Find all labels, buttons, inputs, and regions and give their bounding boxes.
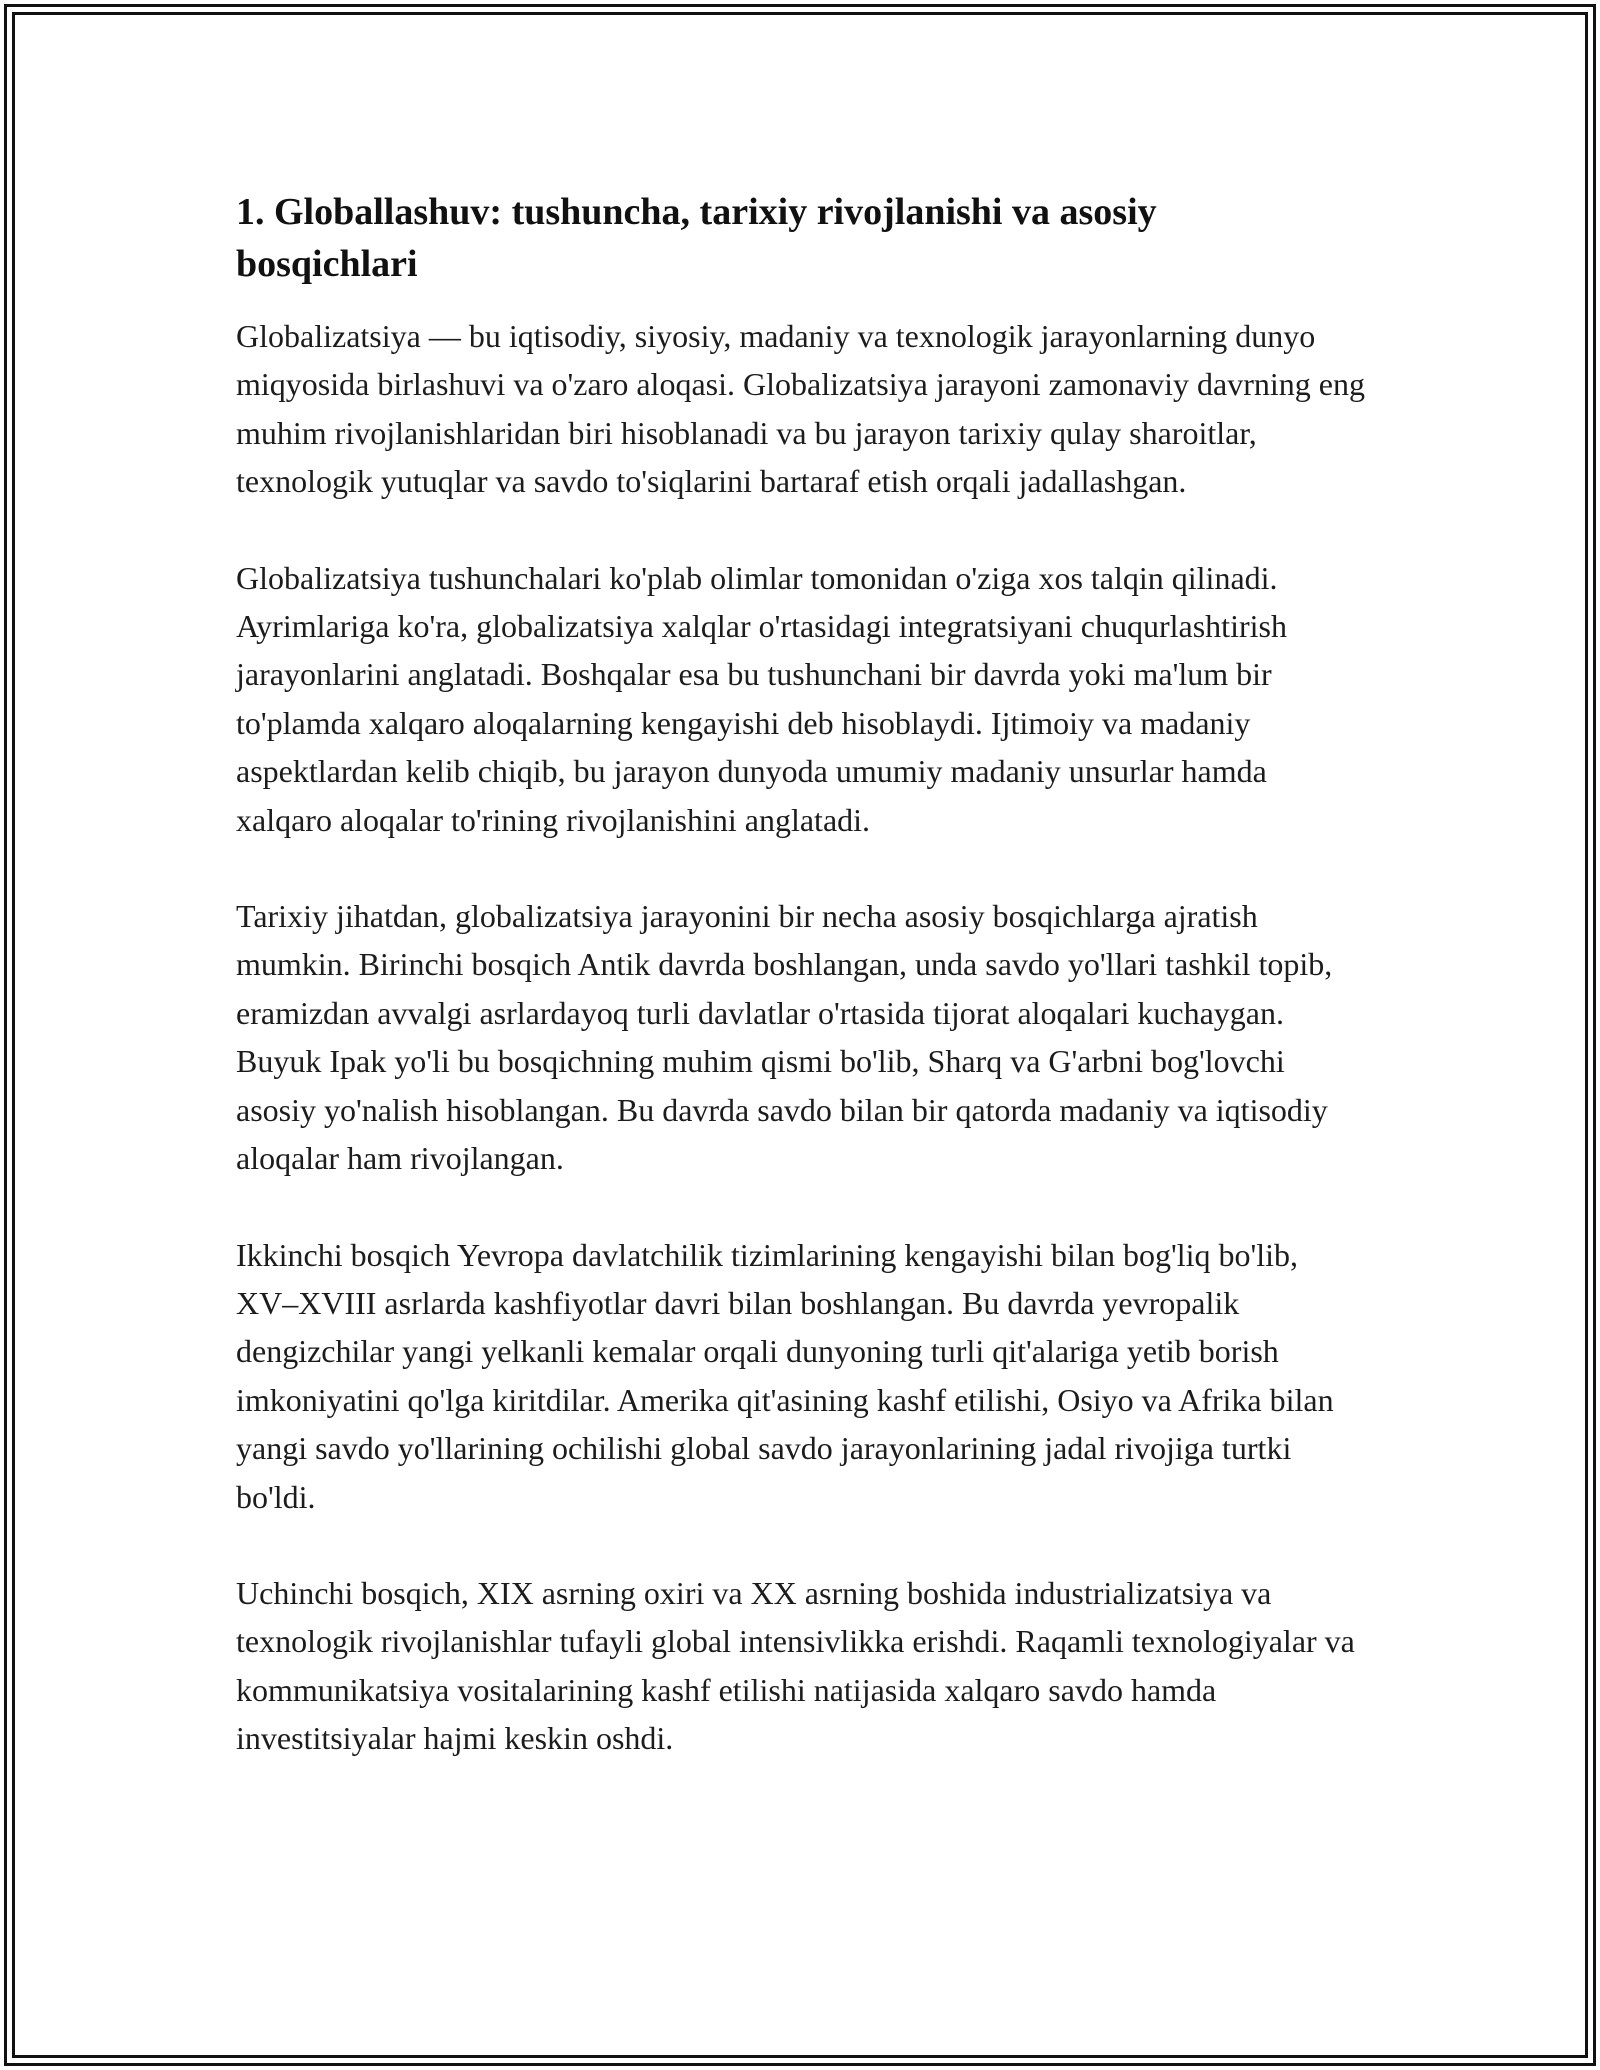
paragraph-second-stage: Ikkinchi bosqich Yevropa davlatchilik tizimlarining kengayishi bilan bog'liq bo'lib, XV–XVIII asrlarda kashfiyotlar davri bilan boshlangan. Bu davrda yevropalik dengizchilar yangi yelkanli kemalar orqali dunyoning turli qit'alariga yetib borish imkoniyatini qo'lga kiritdilar. Amerika qit'asining kashf etilishi, Osiyo va Afrika bilan yangi savdo yo'llarining ochilishi global savdo jarayonlarining jadal rivojiga turtki bo'ldi. <box>236 1236 1334 1515</box>
paragraph-third-stage: Uchinchi bosqich, XIX asrning oxiri va XX asrning boshida industrializatsiya va texnologik rivojlanishlar tufayli global intensivlikka erishdi. Raqamli texnologiyalar va kommunikatsiya vositalarining kashf etilishi natijasida xalqaro savdo hamda investitsiyalar hajmi keskin oshdi. <box>236 1574 1355 1757</box>
section-heading: 1. Globallashuv: tushuncha, tarixiy rivojlanishi va asosiy bosqichlari <box>236 191 1157 285</box>
paragraph-first-stage: Tarixiy jihatdan, globalizatsiya jarayonini bir necha asosiy bosqichlarga ajratish mumkin. Birinchi bosqich Antik davrda boshlangan, unda savdo yo'llari tashkil topib, eramizdan avvalgi asrlardayoq turli davlatlar o'rtasida tijorat aloqalari kuchaygan. Buyuk Ipak yo'li bu bosqichning muhim qismi bo'lib, Sharq va G'arbni bog'lovchi asosiy yo'nalish hisoblangan. Bu davrda savdo bilan bir qatorda madaniy va iqtisodiy aloqalar ham rivojlangan. <box>236 898 1333 1177</box>
document-body <box>236 186 1366 1811</box>
paragraph-interpretations: Globalizatsiya tushunchalari ko'plab olimlar tomonidan o'ziga xos talqin qilinadi. Ayrimlariga ko'ra, globalizatsiya xalqlar o'rtasidagi integratsiyani chuqurlashtirish jarayonlarini anglatadi. Boshqalar esa bu tushunchani bir davrda yoki ma'lum bir to'plamda xalqaro aloqalarning kengayishi deb hisoblaydi. Ijtimoiy va madaniy aspektlardan kelib chiqib, bu jarayon dunyoda umumiy madaniy unsurlar hamda xalqaro aloqalar to'rining rivojlanishini anglatadi. <box>236 559 1287 838</box>
paragraph-definition: Globalizatsiya — bu iqtisodiy, siyosiy, madaniy va texnologik jarayonlarning dunyo miqyosida birlashuvi va o'zaro aloqasi. Globalizatsiya jarayoni zamonaviy davrning eng muhim rivojlanishlaridan biri hisoblanadi va bu jarayon tarixiy qulay sharoitlar, texnologik yutuqlar va savdo to'siqlarini bartaraf etish orqali jadallashgan. <box>236 318 1365 500</box>
